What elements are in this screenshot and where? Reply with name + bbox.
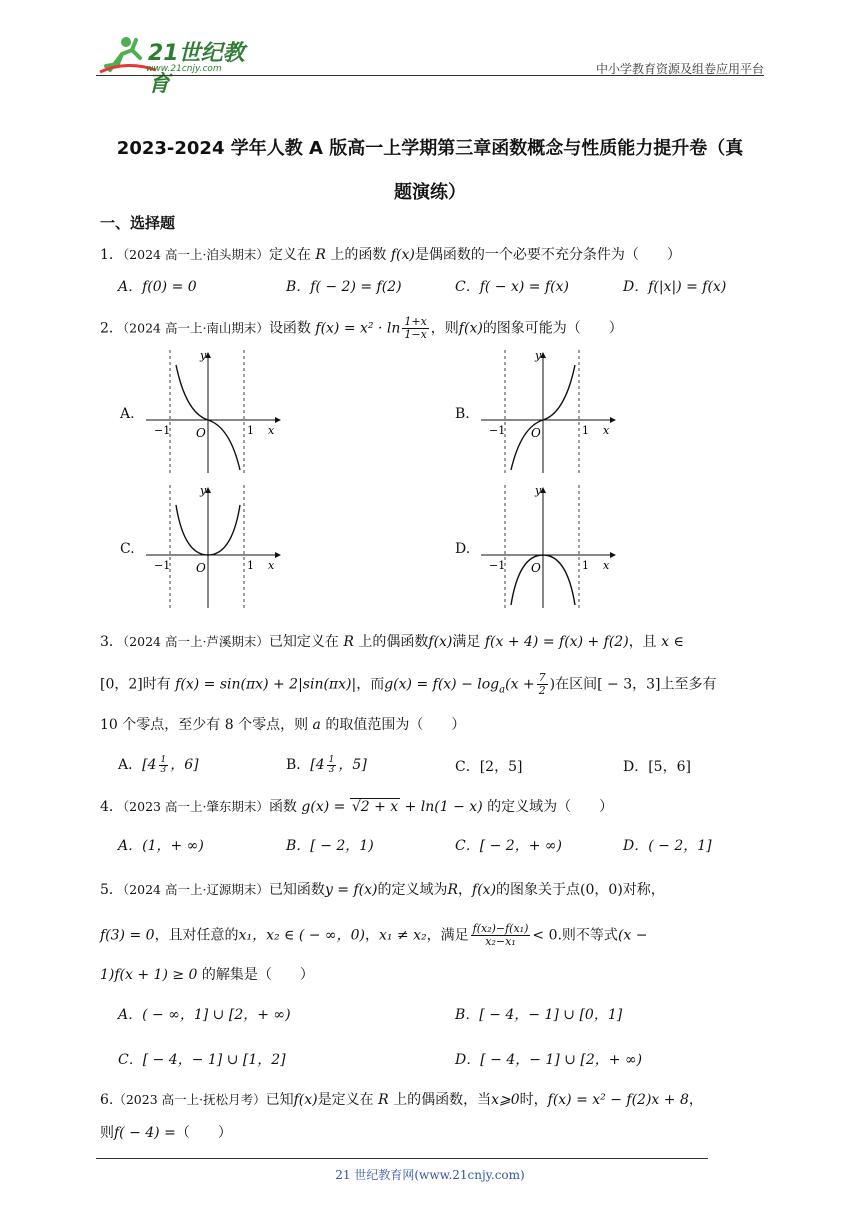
q2-graph-c — [140, 480, 290, 610]
question-4: 4．（2023 高一上·肇东期末）函数 g(x) = √2 + x + ln(1 − x) 的定义域为（ ） — [100, 799, 614, 815]
q2-option-b-label: B. — [455, 406, 470, 422]
q1-option-a: A．f(0) = 0 — [118, 279, 197, 295]
question-3-line2: [0，2]时有 f(x) = sin(πx) + 2|sin(πx)|，而$g(x) = f(x) - \log_a(x$ + $\frac{7}{2}$ )在区间[ − 3，3]上至多有 — [100, 671, 717, 697]
svg-text:1: 1 — [247, 424, 254, 437]
q2-option-a-label: A. — [120, 406, 135, 422]
q-source: （2024 高一上·洎头期末） — [122, 247, 269, 262]
q1-option-b: B．f( − 2) = f(2) — [286, 279, 402, 295]
question-6-line1: 6.（2023 高一上·抚松月考）已知f(x)是定义在 R 上的偶函数，当x⩾0时，f(x) = x² − f(2)x + 8， — [100, 1092, 703, 1108]
q-number: 1． — [100, 247, 123, 263]
question-1: 1．（2024 高一上·洎头期末）定义在 R 上的函数 f(x)是偶函数的一个必要不充分条件为（ ） — [100, 247, 681, 263]
question-3-line3: 10 个零点，至少有 8 个零点，则 a 的取值范围为（ ） — [100, 717, 466, 733]
footer-rule — [96, 1158, 708, 1159]
question-3-line1: 3．（2024 高一上·芦溪期末）已知定义在 R 上的偶函数f(x)满足 f(x + 4) = f(x) + f(2)，且 x ∈ — [100, 634, 684, 650]
q2-graph-a — [140, 345, 290, 475]
q4-option-c: C．[ − 2，+ ∞) — [455, 838, 563, 854]
q3-option-b: B．[4 $\frac{1}{3}$ ，5] — [286, 754, 367, 775]
q5-option-d: D．[ − 4，− 1] ∪ [2，+ ∞) — [455, 1052, 643, 1068]
question-2: 2．（2024 高一上·南山期末）设函数 f(x) = x² · ln $\frac{1+x}{1-x}$ ，则f(x)的图象可能为（ ） — [100, 315, 623, 341]
svg-text:x: x — [268, 424, 275, 437]
q4-option-a: A．(1，+ ∞) — [118, 838, 204, 854]
q1-option-c: C．f( − x) = f(x) — [455, 279, 569, 295]
question-5-line1: 5．（2024 高一上·辽源期末）已知函数y = f(x)的定义域为R，f(x)的图象关于点(0，0)对称， — [100, 882, 665, 898]
q2-graph-d — [475, 480, 625, 610]
svg-text:y: y — [200, 484, 207, 497]
svg-text:−1: −1 — [489, 424, 506, 437]
svg-text:1: 1 — [582, 559, 589, 572]
header-tagline: 中小学教育资源及组卷应用平台 — [595, 62, 764, 76]
question-6-line2: 则f( − 4) =（ ） — [100, 1125, 232, 1141]
q3-option-c: C．[2，5] — [455, 759, 523, 775]
page-title-line2: 题演练） — [394, 182, 466, 203]
q5-option-b: B．[ − 4，− 1] ∪ [0，1] — [455, 1007, 623, 1023]
question-5-line2: f(3) = 0，且对任意的x₁，x₂ ∈ ( − ∞，0)，x₁ ≠ x₂，满足 $\frac{\text{f(x₂)−f(x₁)}}{\text{x₂−x₁}}$ < 0.则不等式(x − — [100, 922, 648, 948]
q3-option-a: A．[4 $\frac{1}{3}$ ，6] — [118, 754, 199, 775]
q3-option-d: D．[5，6] — [623, 759, 691, 775]
question-5-line3: 1)f(x + 1) ≥ 0 的解集是（ ） — [100, 967, 314, 983]
q4-option-d: D．( − 2，1] — [623, 838, 712, 854]
svg-text:x: x — [603, 424, 610, 437]
section-heading: 一、选择题 — [100, 214, 176, 232]
svg-text:1: 1 — [582, 424, 589, 437]
logo-text: 21世纪教育 — [148, 41, 245, 97]
svg-text:x: x — [603, 559, 610, 572]
svg-text:y: y — [535, 349, 542, 362]
svg-text:O: O — [531, 561, 541, 575]
svg-text:−1: −1 — [154, 424, 171, 437]
svg-text:y: y — [535, 484, 542, 497]
svg-text:−1: −1 — [154, 559, 171, 572]
footer-text[interactable]: 21 世纪教育网(www.21cnjy.com) — [335, 1168, 525, 1182]
svg-text:O: O — [196, 561, 206, 575]
svg-text:O: O — [531, 426, 541, 440]
svg-text:−1: −1 — [489, 559, 506, 572]
svg-text:x: x — [268, 559, 275, 572]
q5-option-a: A．( − ∞，1] ∪ [2，+ ∞) — [118, 1007, 291, 1023]
q2-option-c-label: C. — [120, 541, 135, 557]
page-title-line1: 2023-2024 学年人教 A 版高一上学期第三章函数概念与性质能力提升卷（真 — [116, 138, 744, 159]
svg-text:O: O — [196, 426, 206, 440]
logo-url: www.21cnjy.com — [146, 64, 222, 74]
svg-text:y: y — [200, 349, 207, 362]
site-logo — [96, 30, 266, 97]
q5-option-c: C．[ − 4，− 1] ∪ [1，2] — [118, 1052, 286, 1068]
q2-option-d-label: D. — [455, 541, 471, 557]
header-rule — [96, 75, 764, 76]
q2-graph-b — [475, 345, 625, 475]
q4-option-b: B．[ − 2，1) — [286, 838, 374, 854]
svg-text:1: 1 — [247, 559, 254, 572]
q1-option-d: D．f(|x|) = f(x) — [623, 279, 727, 295]
